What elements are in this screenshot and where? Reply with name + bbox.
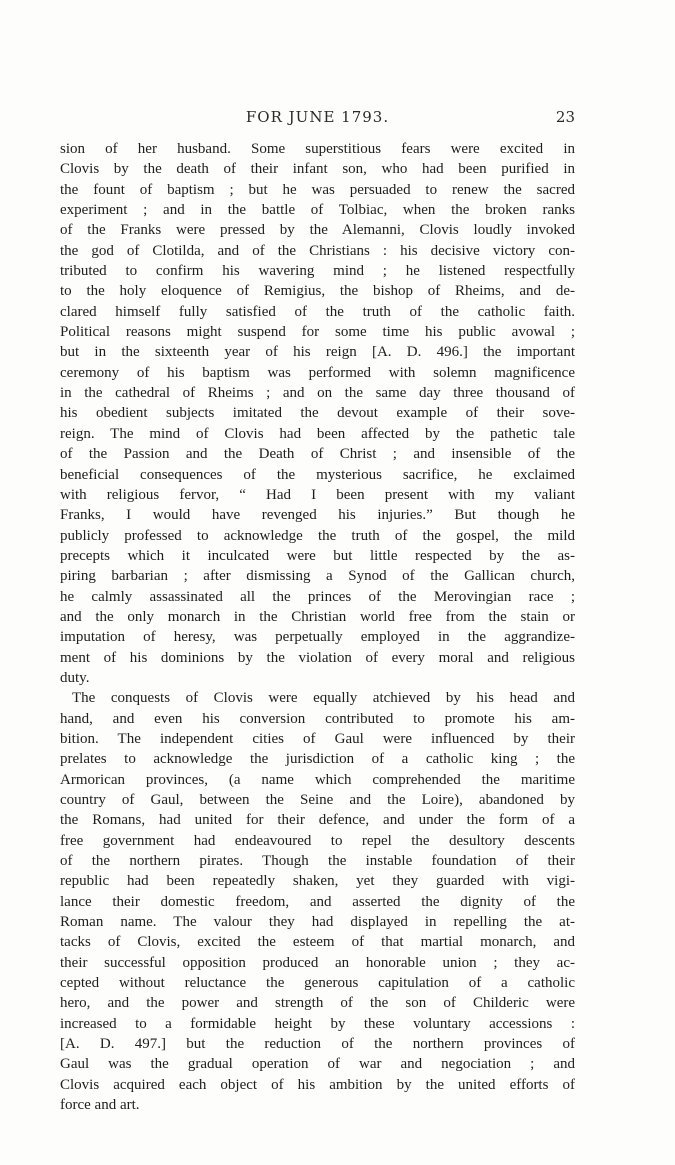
text-line: The conquests of Clovis were equally atchieved by his head and — [72, 690, 575, 707]
text-line: sion of her husband. Some superstitious fears were excited in — [60, 141, 575, 157]
text-line: the god of Clotilda, and of the Christians : his decisive victory con- — [60, 242, 575, 259]
text-line: duty. — [60, 669, 90, 686]
text-line: lance their domestic freedom, and asserted the dignity of the — [60, 893, 575, 910]
body-text — [60, 139, 575, 1116]
text-line: clared himself fully satisfied of the truth of the catholic faith. — [60, 303, 575, 320]
text-line: Clovis by the death of their infant son, who had been purified in — [60, 161, 575, 178]
text-line: hero, and the power and strength of the son of Childeric were — [60, 995, 575, 1012]
text-line: of the Passion and the Death of Christ ; and insensible of the — [60, 446, 575, 463]
text-line: the fount of baptism ; but he was persuaded to renew the sacred — [60, 181, 575, 198]
text-line: tacks of Clovis, excited the esteem of that martial monarch, and — [60, 934, 575, 951]
text-line: piring barbarian ; after dismissing a Synod of the Gallican church, — [60, 568, 575, 585]
text-line: Roman name. The valour they had displayed in repelling the at- — [60, 914, 575, 931]
text-line: to the holy eloquence of Remigius, the bishop of Rheims, and de- — [60, 283, 575, 300]
paragraph-2 — [60, 688, 575, 1115]
text-line: force and art. — [60, 1097, 140, 1114]
text-line: publicly professed to acknowledge the truth of the gospel, the mild — [60, 527, 575, 544]
text-line: ment of his dominions by the violation of every moral and religious — [60, 649, 575, 666]
text-line: free government had endeavoured to repel the desultory descents — [60, 832, 575, 849]
text-line: tributed to confirm his wavering mind ; he listened respectfully — [60, 263, 575, 280]
text-line: the Romans, had united for their defence, and under the form of a — [60, 812, 575, 829]
text-line: imputation of heresy, was perpetually employed in the aggrandize- — [60, 629, 575, 646]
text-line: and the only monarch in the Christian world free from the stain or — [60, 608, 575, 625]
text-line: cepted without reluctance the generous capitulation of a catholic — [60, 975, 575, 992]
text-line: their successful opposition produced an honorable union ; they ac- — [60, 954, 575, 971]
text-line: Armorican provinces, (a name which comprehended the maritime — [60, 771, 575, 788]
text-line: Clovis acquired each object of his ambition by the united efforts of — [60, 1076, 575, 1093]
text-line: hand, and even his conversion contributed to promote his am- — [60, 710, 575, 727]
page-number: 23 — [555, 108, 575, 126]
text-line: Political reasons might suspend for some time his public avowal ; — [60, 324, 575, 341]
text-line: [A. D. 497.] but the reduction of the northern provinces of — [60, 1036, 575, 1053]
text-line: his obedient subjects imitated the devout example of their sove- — [60, 405, 575, 422]
text-line: ceremony of his baptism was performed with solemn magnificence — [60, 364, 575, 381]
text-line: of the northern pirates. Though the instable foundation of their — [60, 853, 575, 870]
running-title: FOR JUNE 1793. — [245, 108, 390, 126]
text-line: bition. The independent cities of Gaul were influenced by their — [60, 730, 575, 747]
paragraph-1 — [60, 139, 575, 688]
text-line: country of Gaul, between the Seine and the Loire), abandoned by — [60, 792, 575, 808]
text-line: prelates to acknowledge the jurisdiction of a catholic king ; the — [60, 751, 575, 768]
text-line: of the Franks were pressed by the Alemanni, Clovis loudly invoked — [60, 222, 575, 239]
text-line: experiment ; and in the battle of Tolbiac, when the broken ranks — [60, 202, 575, 219]
running-head — [60, 108, 575, 132]
text-line: beneficial consequences of the mysterious sacrifice, he exclaimed — [60, 466, 575, 483]
text-line: republic had been repeatedly shaken, yet they guarded with vigi- — [60, 873, 575, 890]
text-line: Franks, I would have revenged his injuries.” But though he — [60, 507, 575, 524]
text-line: reign. The mind of Clovis had been affected by the pathetic tale — [60, 425, 575, 442]
text-line: Gaul was the gradual operation of war and negociation ; and — [60, 1056, 575, 1073]
text-line: with religious fervor, “ Had I been present with my valiant — [60, 486, 575, 503]
text-line: increased to a formidable height by these voluntary accessions : — [60, 1015, 575, 1032]
text-line: in the cathedral of Rheims ; and on the same day three thousand of — [60, 385, 575, 402]
text-line: precepts which it inculcated were but little respected by the as- — [60, 547, 575, 564]
text-line: but in the sixteenth year of his reign [A. D. 496.] the important — [60, 344, 575, 361]
text-line: he calmly assassinated all the princes of the Merovingian race ; — [60, 588, 575, 605]
